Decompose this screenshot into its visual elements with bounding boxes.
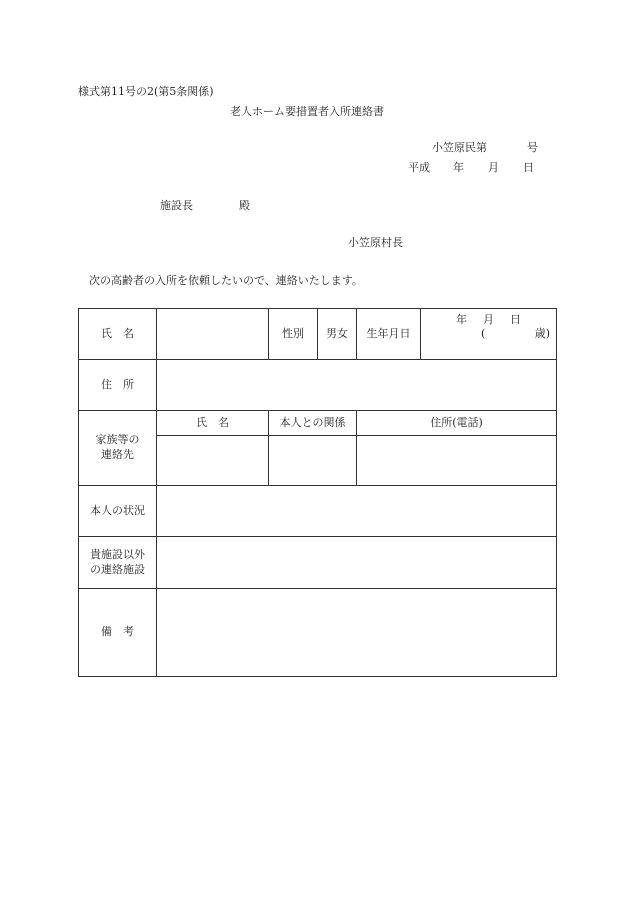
status-value[interactable]	[157, 486, 557, 537]
intro-text: 次の高齢者の入所を依頼したいので、連絡いたします。	[89, 274, 363, 287]
sex-options[interactable]: 男女	[318, 309, 357, 360]
family-address-label: 住所(電話)	[357, 411, 557, 436]
addressee-honorific: 殿	[239, 199, 250, 212]
address-label: 住 所	[79, 360, 157, 411]
age-open: (	[481, 327, 486, 340]
date-day: 日	[523, 161, 534, 174]
reference-prefix: 小笠原民第	[432, 141, 487, 154]
relation-value[interactable]	[269, 436, 357, 486]
issue-date	[408, 162, 534, 173]
date-year: 年	[453, 161, 464, 174]
sex-label: 性別	[269, 309, 318, 360]
remarks-value[interactable]	[157, 589, 557, 677]
reference-suffix: 号	[527, 141, 538, 154]
family-address-value[interactable]	[357, 436, 557, 486]
addressee-label: 施設長	[160, 199, 193, 212]
birth-label: 生年月日	[357, 309, 421, 360]
sender: 小笠原村長	[348, 236, 403, 249]
name-value[interactable]	[157, 309, 269, 360]
form-number: 様式第11号の2(第5条関係)	[78, 85, 214, 98]
document-title: 老人ホーム要措置者入所連絡書	[230, 105, 384, 118]
addressee	[160, 200, 250, 211]
other-facility-label: 貴施設以外 の連絡施設	[79, 537, 157, 589]
family-name-label: 氏 名	[157, 411, 269, 436]
other-facility-value[interactable]	[157, 537, 557, 589]
relation-label: 本人との関係	[269, 411, 357, 436]
birth-year: 年	[456, 313, 467, 326]
name-label: 氏 名	[79, 309, 157, 360]
status-label: 本人の状況	[79, 486, 157, 537]
birth-month: 月	[483, 313, 494, 326]
birth-date-value[interactable]	[421, 309, 557, 360]
date-era: 平成	[408, 161, 430, 174]
remarks-label: 備 考	[79, 589, 157, 677]
family-name-value[interactable]	[157, 436, 269, 486]
address-value[interactable]	[157, 360, 557, 411]
birth-day: 日	[510, 313, 521, 326]
age-close: 歳)	[534, 327, 550, 340]
date-month: 月	[488, 161, 499, 174]
reference-number	[432, 142, 538, 153]
form-table	[78, 308, 557, 677]
family-contact-label: 家族等の 連絡先	[79, 411, 157, 486]
